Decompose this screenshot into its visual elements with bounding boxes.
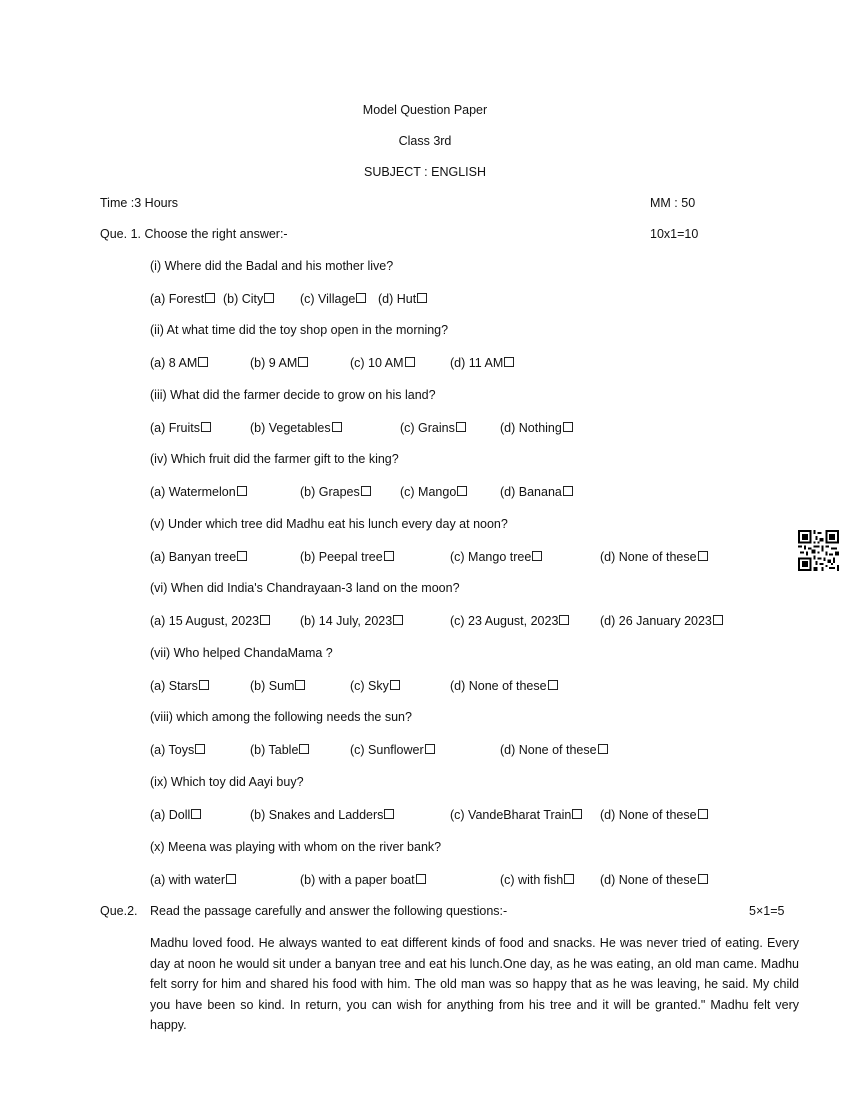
answer-option[interactable] [150,549,247,565]
answer-option-label: (a) Toys [150,743,195,757]
answer-option-label: (a) Doll [150,808,191,822]
answer-option[interactable] [400,420,466,436]
answer-checkbox-icon[interactable] [416,874,426,884]
answer-option[interactable] [150,420,211,436]
answer-checkbox-icon[interactable] [298,357,308,367]
answer-option[interactable] [300,484,371,500]
answer-option-label: (c) VandeBharat Train [450,808,572,822]
q2-instruction: Read the passage carefully and answer the following questions:- [150,904,508,918]
q1-question-text: (vii) Who helped ChandaMama ? [150,646,333,660]
paper-title: Model Question Paper [362,103,488,117]
q1-question-text: (viii) which among the following needs the sun? [150,710,412,724]
answer-checkbox-icon[interactable] [572,809,582,819]
answer-checkbox-icon[interactable] [195,744,205,754]
answer-checkbox-icon[interactable] [390,680,400,690]
answer-option[interactable] [450,678,558,694]
answer-checkbox-icon[interactable] [698,809,708,819]
answer-checkbox-icon[interactable] [264,293,274,303]
max-marks: MM : 50 [650,196,696,210]
answer-option-label: (c) Sunflower [350,743,424,757]
answer-option[interactable] [150,872,236,888]
answer-option-label: (c) Mango [400,485,457,499]
answer-checkbox-icon[interactable] [205,293,215,303]
answer-option[interactable] [150,613,270,629]
answer-option-label: (c) 10 AM [350,356,404,370]
answer-checkbox-icon[interactable] [417,293,427,303]
answer-checkbox-icon[interactable] [425,744,435,754]
answer-option[interactable] [600,807,708,823]
answer-option-label: (a) Stars [150,679,198,693]
answer-option-label: (c) Mango tree [450,550,532,564]
answer-checkbox-icon[interactable] [564,874,574,884]
time-label: Time :3 Hours [100,196,179,210]
answer-option-label: (d) 26 January 2023 [600,614,712,628]
q2-label: Que.2. [100,904,138,918]
answer-option-label: (b) 9 AM [250,356,298,370]
answer-option[interactable] [350,678,400,694]
answer-option-label: (b) Sum [250,679,295,693]
q1-question-text: (i) Where did the Badal and his mother live? [150,259,394,273]
answer-option[interactable] [250,420,342,436]
answer-option-label: (d) None of these [600,550,697,564]
subject-label: SUBJECT : ENGLISH [363,165,487,179]
answer-option[interactable] [600,872,708,888]
answer-option[interactable] [150,484,247,500]
answer-option-label: (a) Banyan tree [150,550,237,564]
answer-option-label: (b) Grapes [300,485,360,499]
answer-option[interactable] [600,549,708,565]
q1-question-text: (x) Meena was playing with whom on the river bank? [150,840,442,854]
answer-checkbox-icon[interactable] [548,680,558,690]
answer-option-label: (c) Grains [400,421,455,435]
answer-checkbox-icon[interactable] [299,744,309,754]
answer-option[interactable] [500,484,573,500]
answer-option[interactable] [223,291,274,307]
answer-option-label: (a) Forest [150,292,205,306]
answer-option[interactable] [378,291,427,307]
answer-option-label: (b) with a paper boat [300,873,415,887]
answer-checkbox-icon[interactable] [198,357,208,367]
q1-question-text: (v) Under which tree did Madhu eat his lunch every day at noon? [150,517,508,531]
answer-option[interactable] [150,807,201,823]
qr-code-icon [798,530,839,571]
answer-option-label: (c) with fish [500,873,564,887]
answer-option-label: (b) City [223,292,264,306]
answer-option-label: (a) with water [150,873,226,887]
answer-option-label: (b) Snakes and Ladders [250,808,384,822]
answer-option-label: (b) 14 July, 2023 [300,614,393,628]
answer-checkbox-icon[interactable] [598,744,608,754]
q1-question-text: (ii) At what time did the toy shop open in the morning? [150,323,449,337]
answer-option-label: (d) 11 AM [450,356,504,370]
answer-checkbox-icon[interactable] [226,874,236,884]
answer-option-label: (a) Fruits [150,421,200,435]
answer-option-label: (b) Table [250,743,299,757]
answer-checkbox-icon[interactable] [713,615,723,625]
answer-checkbox-icon[interactable] [457,486,467,496]
answer-option[interactable] [300,291,366,307]
answer-option[interactable] [450,355,514,371]
answer-option[interactable] [400,484,467,500]
answer-checkbox-icon[interactable] [191,809,201,819]
answer-option-label: (a) Watermelon [150,485,236,499]
answer-option-label: (d) Nothing [500,421,562,435]
answer-checkbox-icon[interactable] [237,486,247,496]
answer-option-label: (d) Banana [500,485,562,499]
answer-option-label: (d) Hut [378,292,417,306]
answer-option[interactable] [150,742,205,758]
answer-option-label: (c) Village [300,292,356,306]
answer-checkbox-icon[interactable] [295,680,305,690]
answer-option[interactable] [150,678,209,694]
answer-option[interactable] [500,420,573,436]
answer-checkbox-icon[interactable] [201,422,211,432]
answer-checkbox-icon[interactable] [384,809,394,819]
answer-option[interactable] [450,807,582,823]
answer-checkbox-icon[interactable] [563,486,573,496]
answer-checkbox-icon[interactable] [237,551,247,561]
answer-option-label: (b) Vegetables [250,421,331,435]
answer-option[interactable] [300,872,426,888]
answer-option[interactable] [250,742,309,758]
answer-checkbox-icon[interactable] [698,551,708,561]
answer-checkbox-icon[interactable] [332,422,342,432]
answer-checkbox-icon[interactable] [356,293,366,303]
q1-question-text: (ix) Which toy did Aayi buy? [150,775,304,789]
answer-checkbox-icon[interactable] [532,551,542,561]
answer-option[interactable] [250,355,308,371]
answer-option[interactable] [250,678,305,694]
answer-option-label: (d) None of these [600,873,697,887]
answer-option[interactable] [300,613,403,629]
answer-option-label: (d) None of these [600,808,697,822]
answer-checkbox-icon[interactable] [393,615,403,625]
answer-checkbox-icon[interactable] [698,874,708,884]
answer-option[interactable] [150,291,215,307]
answer-option-label: (c) Sky [350,679,389,693]
answer-option-label: (b) Peepal tree [300,550,383,564]
answer-checkbox-icon[interactable] [559,615,569,625]
answer-option[interactable] [350,742,435,758]
answer-option[interactable] [450,613,569,629]
answer-checkbox-icon[interactable] [384,551,394,561]
answer-option-label: (a) 15 August, 2023 [150,614,260,628]
answer-option-label: (d) None of these [450,679,547,693]
q1-question-text: (vi) When did India's Chandrayaan-3 land on the moon? [150,581,460,595]
q2-passage: Madhu loved food. He always wanted to eat different kinds of food and snacks. He was never tried of eating. Every day at noon he would sit under a banyan tree and eat his lunch.One day, as he was eating, an old man came. Madhu felt sorry for him and shared his food with him. The old man was so happy that as he was leaving, he said. My child you have been so kind. In return, you can wish for anything from his tree and it will be granted." Madhu felt very happy. [150,936,799,1032]
answer-checkbox-icon[interactable] [361,486,371,496]
answer-option-label: (d) None of these [500,743,597,757]
q1-question-text: (iv) Which fruit did the farmer gift to the king? [150,452,399,466]
answer-option[interactable] [450,549,542,565]
answer-option[interactable] [600,613,723,629]
answer-option[interactable] [250,807,394,823]
answer-checkbox-icon[interactable] [199,680,209,690]
class-label: Class 3rd [398,134,452,148]
answer-option[interactable] [500,742,608,758]
answer-option[interactable] [500,872,574,888]
answer-checkbox-icon[interactable] [405,357,415,367]
answer-checkbox-icon[interactable] [260,615,270,625]
q1-question-text: (iii) What did the farmer decide to grow on his land? [150,388,436,402]
answer-checkbox-icon[interactable] [563,422,573,432]
answer-checkbox-icon[interactable] [504,357,514,367]
answer-option[interactable] [150,355,208,371]
answer-option-label: (c) 23 August, 2023 [450,614,559,628]
q2-marks: 5×1=5 [749,904,785,918]
answer-checkbox-icon[interactable] [456,422,466,432]
q1-marks: 10x1=10 [650,227,699,241]
q1-label: Que. 1. Choose the right answer:- [100,227,288,241]
answer-option[interactable] [300,549,394,565]
answer-option-label: (a) 8 AM [150,356,198,370]
answer-option[interactable] [350,355,415,371]
